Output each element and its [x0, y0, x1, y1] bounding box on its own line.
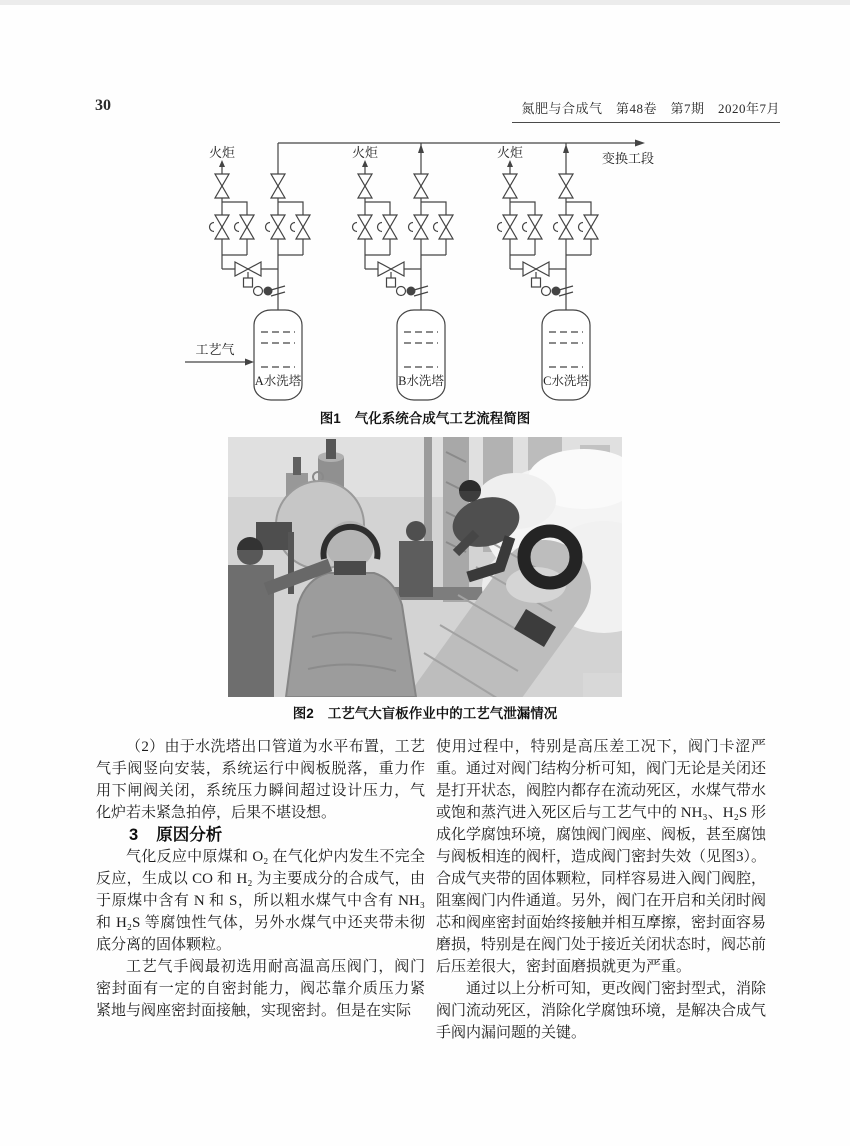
foreground-debris [583, 673, 622, 697]
figure2-caption-label: 图2 [292, 706, 314, 721]
header-pipe-line [278, 140, 645, 154]
section-title: 原因分析 [156, 826, 223, 844]
valve-group-c [498, 143, 599, 400]
page-number: 30 [95, 97, 111, 114]
scan-edge [0, 0, 850, 5]
figure1-caption [0, 407, 850, 427]
tower-b-label: B水洗塔 [398, 374, 444, 388]
tower-c-label: C水洗塔 [543, 374, 589, 388]
right-column [436, 736, 766, 1044]
section-heading [96, 824, 425, 846]
tower-a-label: A水洗塔 [254, 374, 302, 388]
paragraph: 工艺气手阀最初选用耐高温高压阀门，阀门密封面有一定的自密封能力，阀芯靠介质压力紧紧地与阀座密封面接触，实现密封。但是在实际 [96, 959, 425, 1019]
paragraph: 气化反应中原煤和 O₂ 在气化炉内发生不完全反应，生成以 CO 和 H₂ 为主要成分的合成气，由于原煤中含有 N 和 S，所以粗水煤气中含有 NH₃ 和 H₂S 等腐蚀性气体，另外水煤气中还夹带未彻底分离的固体颗粒。 [96, 849, 425, 953]
paragraph: 通过以上分析可知，更改阀门密封型式，消除阀门流动死区，消除化学腐蚀环境，是解决合成气手阀内漏问题的关键。 [436, 981, 767, 1041]
flare-label-a: 火炬 [208, 145, 236, 160]
process-flow-diagram [185, 133, 665, 415]
flare-label-b: 火炬 [351, 145, 379, 160]
paragraph: 使用过程中，特别是高压差工况下，阀门卡涩严重。通过对阀门结构分析可知，阀门无论是关闭还是打开状态，阀腔内都存在流动死区，水煤气带水或饱和蒸汽进入死区后与工艺气中的 NH₃、H₂S 形成化学腐蚀环境，腐蚀阀门阀座、阀板，甚至腐蚀与阀板相连的阀杆，造成阀门密封失效（见图3）。合成气夹带的固体颗粒，同样容易进入阀门阀腔，阻塞阀门内件通道。另外，阀门在开启和关闭时阀芯和阀座密封面始终接触并相互摩擦，密封面容易磨损，特别是在阀门处于接近关闭状态时，阀芯前后压差很大，密封面磨损就更为严重。 [436, 739, 767, 975]
valve-group-b [353, 143, 454, 400]
shift-section-label: 变换工段 [602, 151, 655, 166]
left-column [96, 736, 425, 1022]
process-gas-arrow [185, 359, 254, 366]
figure2-photo [228, 437, 622, 697]
flare-label-c: 火炬 [496, 145, 524, 160]
section-number: 3 [129, 826, 139, 844]
figure1-caption-text: 气化系统合成气工艺流程简图 [354, 411, 531, 426]
process-gas-label: 工艺气 [195, 342, 235, 357]
figure2-caption-text: 工艺气大盲板作业中的工艺气泄漏情况 [327, 706, 558, 721]
figure2-caption [0, 702, 850, 722]
paragraph: （2）由于水洗塔出口管道为水平布置，工艺气手阀竖向安装，系统运行中阀板脱落，重力作用下闸阀关闭，系统压力瞬间超过设计压力，气化炉若未紧急拍停，后果不堪设想。 [96, 739, 425, 821]
journal-header: 氮肥与合成气 第48卷 第7期 2020年7月 [512, 98, 780, 123]
figure1-caption-label: 图1 [319, 411, 341, 426]
